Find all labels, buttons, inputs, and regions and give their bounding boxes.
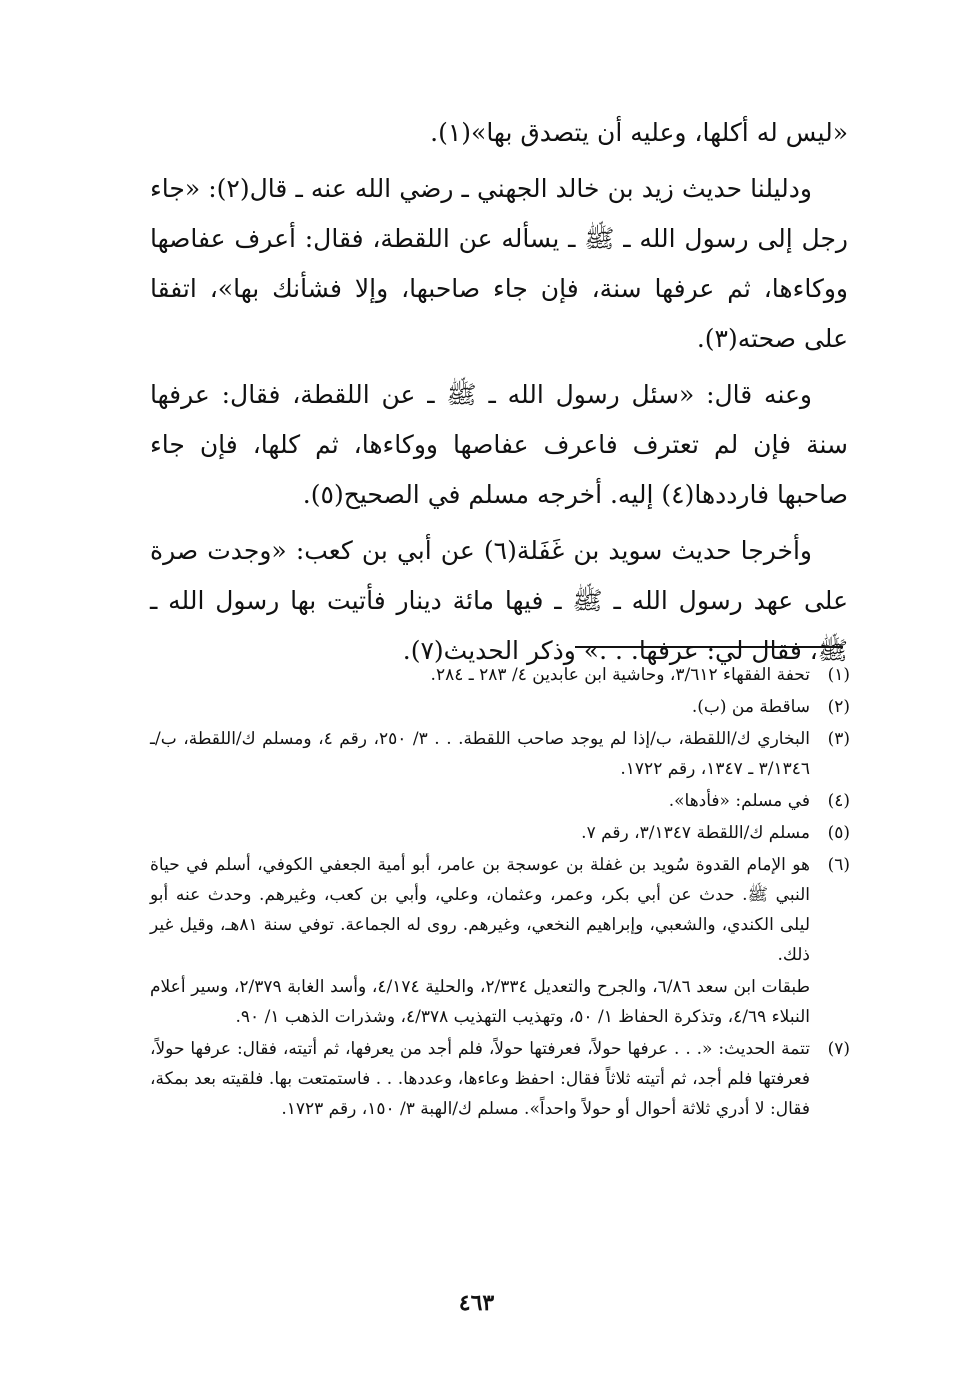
page-number: ٤٦٣ [458, 1290, 495, 1316]
paragraph-3: وعنه قال: «سئل رسول الله ـ ﷺ ـ عن اللقطة، فقال: عرفها سنة فإن لم تعترف فاعرف عفاصها ووكاءها، ثم كلها، فإن جاء صاحبها فارددها(٤) إليه. أخرجه مسلم في الصحيح(٥). [150, 380, 848, 509]
footnote-number: (٣) [827, 729, 850, 749]
footnote-text: مسلم ك/اللقطة ٣/١٣٤٧، رقم ٧. [581, 823, 810, 843]
footnote-text: تتمة الحديث: «. . . عرفها حولاً، فعرفتها حولاً، فلم أجد من يعرفها، ثم أتيته، فقال: عرفها حولاً، فعرفتها فلم أجد، ثم أتيته ثلاثاً فقال: احفظ وعاءها، وعددها. . . فاستمتعت بها. فلقيته بعد بمكة، فقال: لا أدري ثلاثة أحوال أو حولاً واحداً». مسلم ك/الهبة ٣/ ١٥٠، رقم ١٧٢٣. [150, 1039, 810, 1119]
footnote-text: ساقطة من (ب). [691, 697, 810, 717]
footnote-number: (٧) [827, 1039, 850, 1059]
footnote-7 [150, 1034, 850, 1124]
footnote-4 [150, 786, 850, 816]
footnote-text: البخاري ك/اللقطة، ب/إذا لم يوجد صاحب اللقطة. . . ٣/ ٢٥٠، رقم ٤، ومسلم ك/اللقطة، ب/ـ ٣/١٣٤٦ ـ ١٣٤٧، رقم ١٧٢٢. [150, 729, 810, 779]
footnote-3 [150, 724, 850, 784]
footnotes [150, 660, 850, 1126]
footnote-text: في مسلم: «فأدها». [668, 791, 810, 811]
paragraph-2: ودليلنا حديث زيد بن خالد الجهني ـ رضي الله عنه ـ قال(٢): «جاء رجل إلى رسول الله ـ ﷺ ـ يسأله عن اللقطة، فقال: أعرف عفاصها ووكاءها، ثم عرفها سنة، فإن جاء صاحبها، وإلا فشأنك بها»، اتفقا على صحته(٣). [150, 174, 848, 353]
main-text [150, 108, 848, 682]
paragraph-4: وأخرجا حديث سويد بن غَفَلة(٦) عن أبي بن كعب: «وجدت صرة على عهد رسول الله ـ ﷺ ـ فيها مائة دينار فأتيت بها رسول الله ـ ﷺ، فقال لي: عرفها. . .» وذكر الحديث(٧). [150, 536, 848, 665]
paragraph-1: «ليس له أكلها، وعليه أن يتصدق بها»(١). [430, 118, 848, 147]
footnote-text: تحفة الفقهاء ٣/٦١٢، وحاشية ابن عابدين ٤/ ٢٨٣ ـ ٢٨٤. [430, 665, 810, 685]
footnote-6 [150, 850, 850, 970]
footnote-1 [150, 660, 850, 690]
footnote-5 [150, 818, 850, 848]
footnote-number: (٤) [827, 791, 850, 811]
footnote-text: هو الإمام القدوة سُويد بن غفلة بن عوسجة بن عامر، أبو أمية الجعفي الكوفي، أسلم في حياة النبي ﷺ. حدث عن أبي بكر، وعمر، وعثمان، وعلي، وأبي بن كعب، وغيرهم. وحدث عنه أبو ليلى الكندي، والشعبي، وإبراهيم النخعي، وغيرهم. روى له الجماعة. توفي سنة ٨١هـ، وقيل غير ذلك. [150, 855, 810, 965]
footnote-number: (٦) [827, 855, 850, 875]
footnote-number: (٥) [827, 823, 850, 843]
footnote-6-sources: طبقات ابن سعد ٦/٨٦، والجرح والتعديل ٢/٣٣٤، والحلية ٤/١٧٤، وأسد الغابة ٢/٣٧٩، وسير أعلام النبلاء ٤/٦٩، وتذكرة الحفاظ ١/ ٥٠، وتهذيب التهذيب ٤/٣٧٨، وشذرات الذهب ١/ ٩٠. [150, 977, 810, 1027]
footnote-number: (٢) [827, 697, 850, 717]
footnote-separator [575, 646, 843, 648]
footnote-number: (١) [827, 665, 850, 685]
footnote-2 [150, 692, 850, 722]
